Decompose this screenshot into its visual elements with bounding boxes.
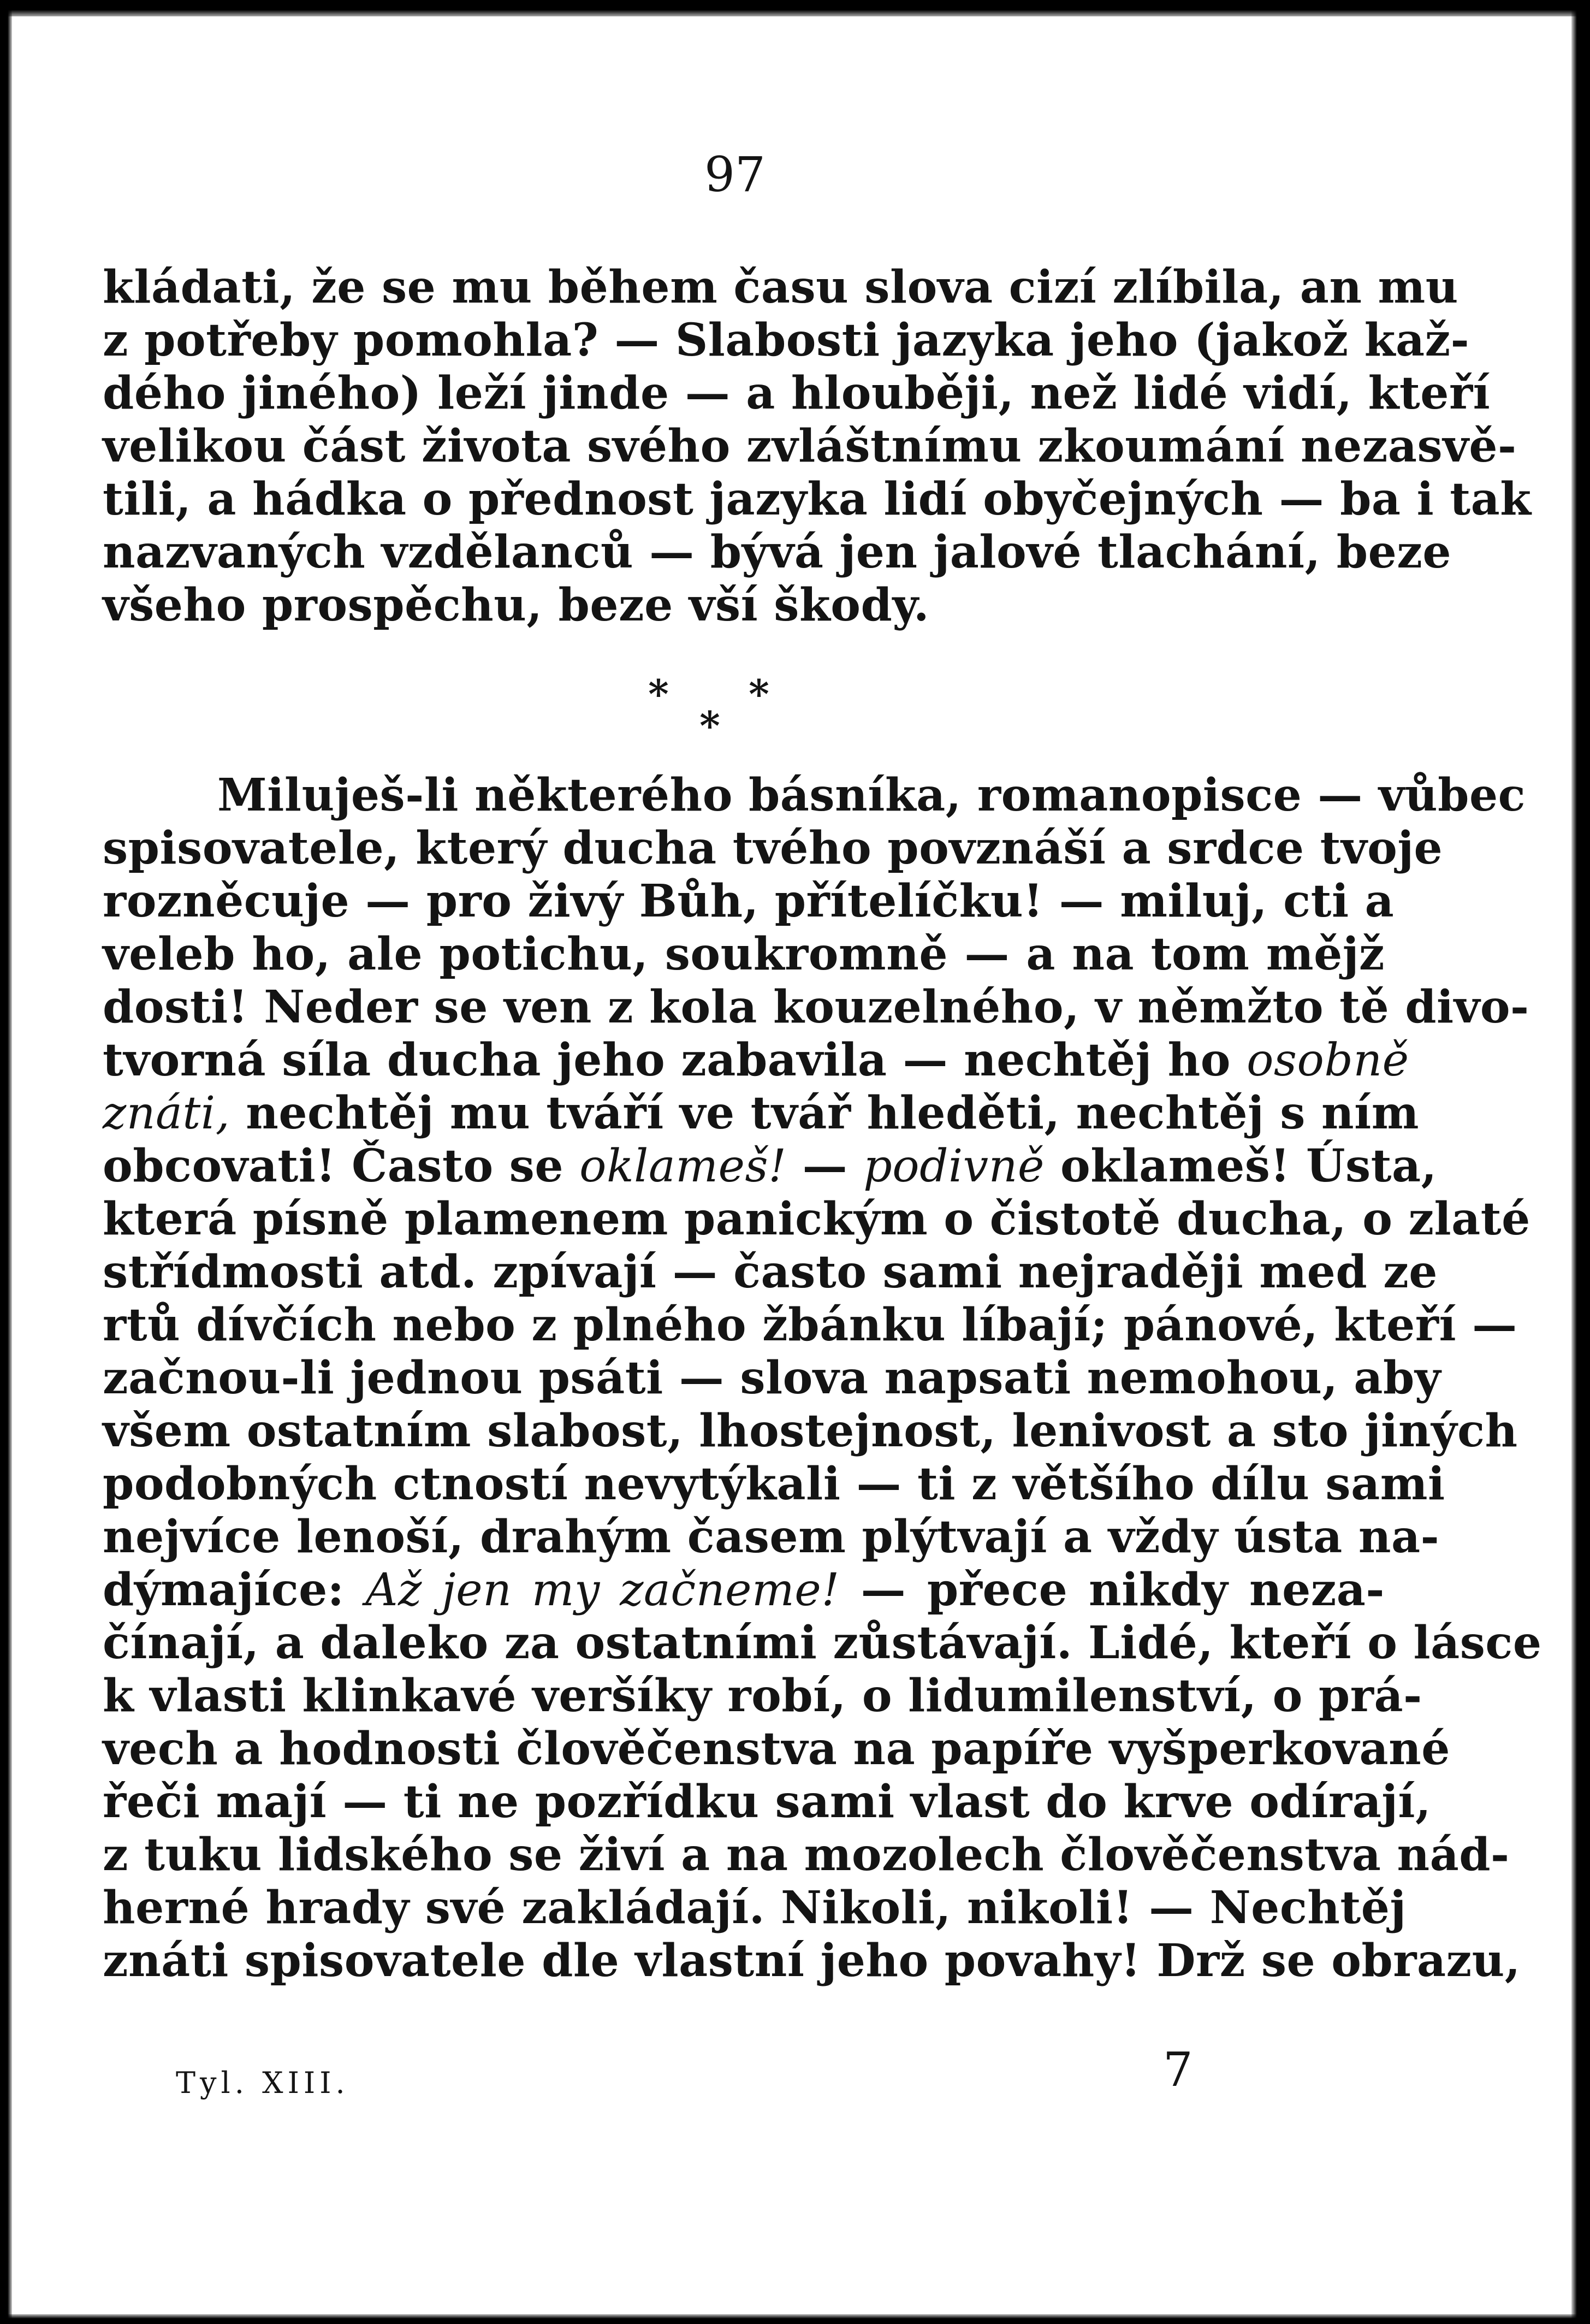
asterisk: * [648,671,669,717]
sheet-number: 7 [1163,2043,1193,2097]
page-number: 97 [704,146,766,203]
text-line: kládati, že se mu během času slova cizí zlíbila, an mu [103,261,1458,314]
paragraph-continued [103,261,1532,632]
text-span: obcovati! Často se [103,1140,564,1192]
text-line: nazvaných vzdělanců — bývá jen jalové tlachání, beze [103,526,1451,578]
scan-border-right [1571,0,1590,2324]
text-span: oklameš! Ústa, [1060,1140,1437,1192]
text-span: — [802,1140,848,1192]
text-line [103,1034,1409,1087]
text-line: znáti spisovatele dle vlastní jeho povahy! Drž se obrazu, [103,1935,1521,1987]
emphasis: Až jen my začneme! [365,1564,840,1616]
asterisk: * [749,671,769,717]
text-line: rtů dívčích nebo z plného žbánku líbají; pánové, kteří — [103,1299,1517,1351]
text-line: řeči mají — ti ne pozřídku sami vlast do krve odírají, [103,1776,1432,1828]
text-span: tvorná síla ducha jeho zabavila — nechtěj ho [103,1034,1231,1086]
text-line: k vlasti klinkavé veršíky robí, o lidumilenství, o prá- [103,1670,1422,1722]
text-line: veleb ho, ale potichu, soukromně — a na tom mějž [103,928,1385,980]
text-span: — přece nikdy neza- [861,1564,1385,1616]
scan-border-left [0,0,12,2324]
asterisk: * [699,702,720,749]
text-line: začnou-li jednou psáti — slova napsati nemohou, aby [103,1352,1441,1404]
text-line: herné hrady své zakládají. Nikoli, nikoli! — Nechtěj [103,1882,1407,1934]
scan-border-top [0,0,1590,16]
text-line [103,1140,1437,1193]
emphasis: znáti, [103,1087,230,1139]
text-line: spisovatele, který ducha tvého povznáší a srdce tvoje [103,822,1443,874]
text-line: nejvíce lenoší, drahým časem plýtvají a vždy ústa na- [103,1511,1440,1563]
text-line: střídmosti atd. zpívají — často sami nejraději med ze [103,1246,1438,1298]
emphasis: podivně [863,1140,1045,1192]
text-line: z tuku lidského se živí a na mozolech člověčenstva nád- [103,1829,1510,1881]
emphasis: osobně [1247,1034,1409,1086]
text-line: tili, a hádka o přednost jazyka lidí obyčejných — ba i tak [103,473,1532,525]
text-line: všeho prospěchu, beze vší škody. [103,579,930,631]
text-line: rozněcuje — pro živý Bůh, přítelíčku! — miluj, cti a [103,875,1395,927]
text-line: velikou část života svého zvláštnímu zkoumání nezasvě- [103,420,1517,472]
scan-border-bottom [0,2314,1590,2324]
section-separator-asterism [601,671,841,749]
text-line: která písně plamenem panickým o čistotě ducha, o zlaté [103,1193,1530,1245]
emphasis: oklameš! [579,1140,787,1192]
text-line: čínají, a daleko za ostatními zůstávají. Lidé, kteří o lásce [103,1617,1542,1669]
text-span: nechtěj mu tváří ve tvář hleděti, nechtěj s ním [246,1087,1419,1139]
text-line: dého jiného) leží jinde — a hlouběji, než lidé vidí, kteří [103,367,1491,419]
text-line [103,1087,1419,1140]
text-line: dosti! Neder se ven z kola kouzelného, v němžto tě divo- [103,981,1529,1033]
paragraph-new-section [103,769,1542,1988]
text-line: podobných ctností nevytýkali — ti z většího dílu sami [103,1458,1445,1510]
printer-signature: Tyl. XIII. [176,2066,349,2100]
text-line: vech a hodnosti člověčenstva na papíře vyšperkované [103,1723,1450,1775]
text-span: dýmajíce: [103,1564,345,1616]
text-line: Miluješ-li některého básníka, romanopisce — vůbec [217,769,1526,821]
text-line: z potřeby pomohla? — Slabosti jazyka jeho (jakož kaž- [103,314,1470,366]
text-line [103,1564,1385,1617]
text-line: všem ostatním slabost, lhostejnost, lenivost a sto jiných [103,1405,1518,1457]
